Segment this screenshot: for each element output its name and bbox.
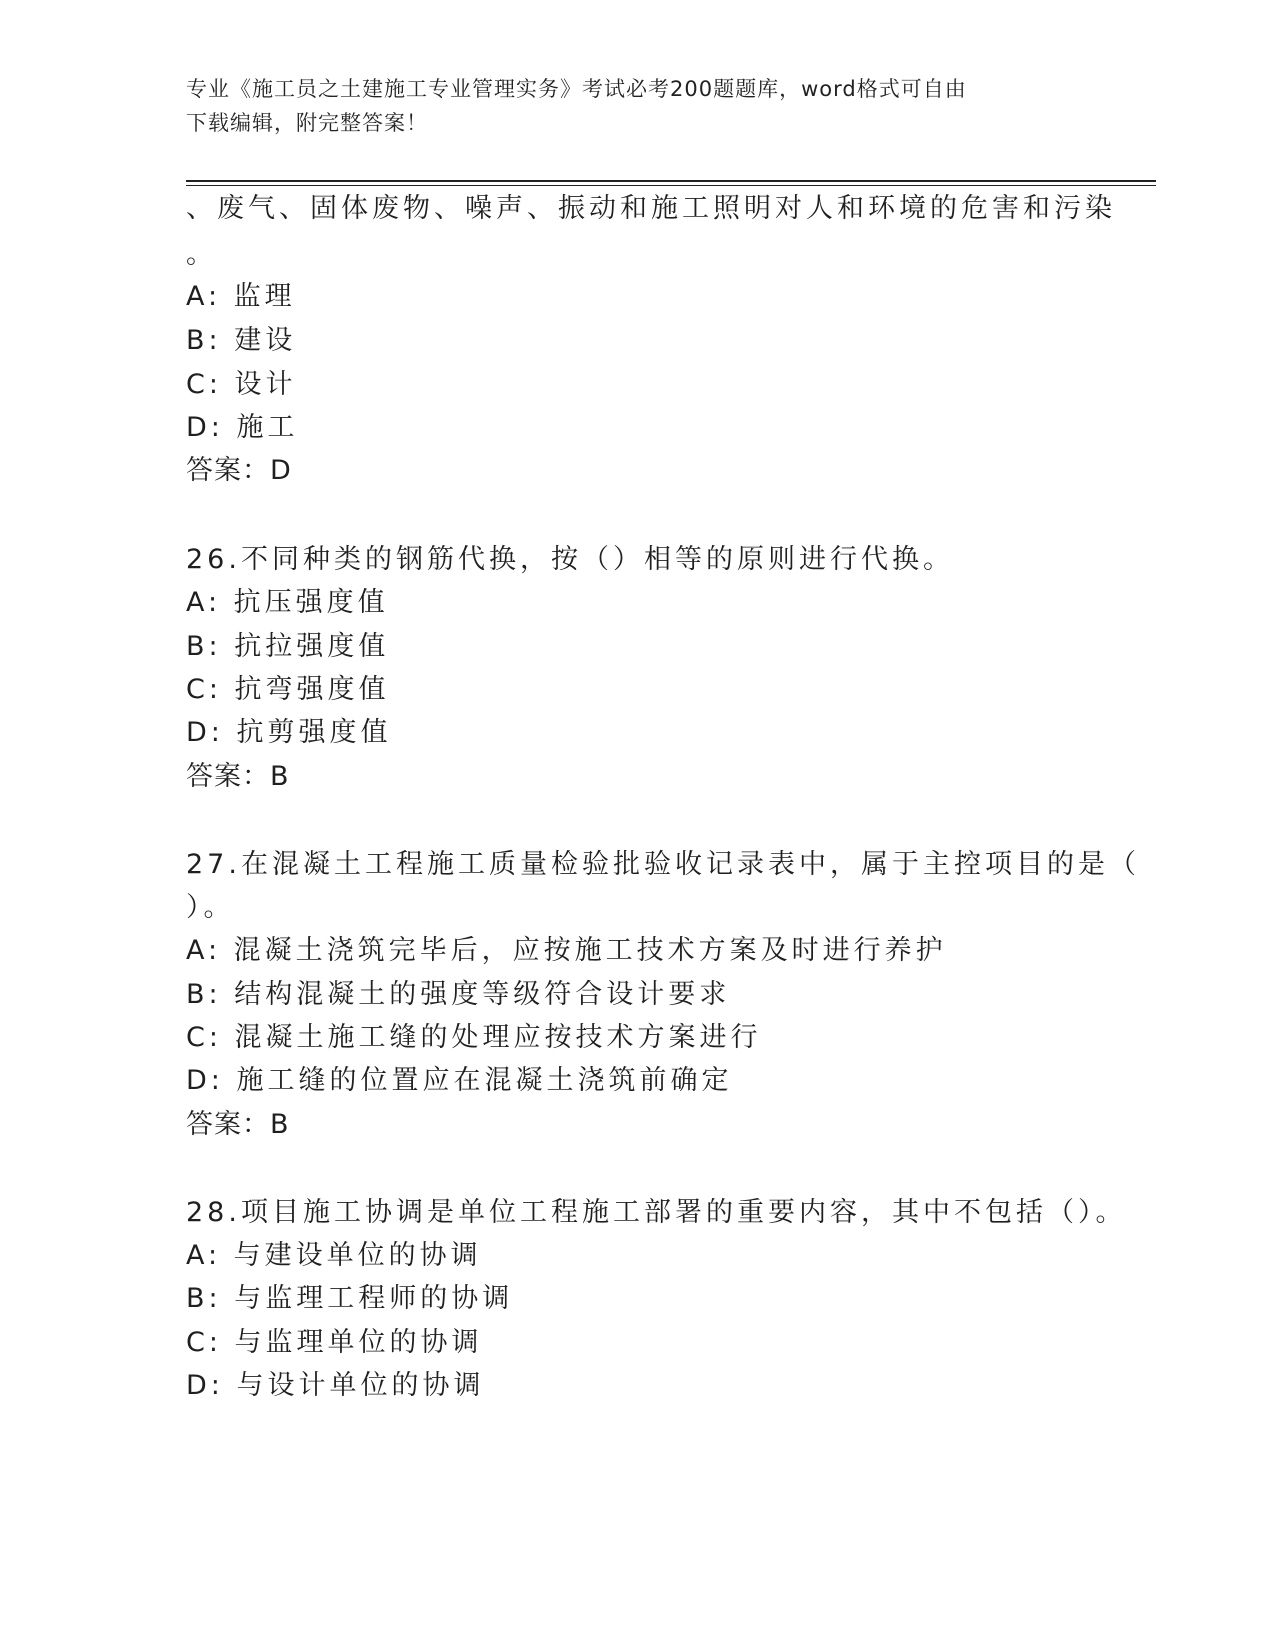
q28-option-b: B: 与监理工程师的协调 (186, 1283, 514, 1314)
q25-answer: 答案：D (186, 455, 292, 486)
q27-option-b: B: 结构混凝土的强度等级符合设计要求 (186, 979, 731, 1010)
q25-option-b: B: 建设 (186, 325, 297, 356)
q26-answer: 答案：B (186, 761, 290, 792)
document-header (186, 72, 1066, 140)
q28-option-c: C: 与监理单位的协调 (186, 1327, 483, 1358)
q25-option-c: C: 设计 (186, 369, 297, 400)
q27-option-c: C: 混凝土施工缝的处理应按技术方案进行 (186, 1022, 762, 1053)
q27-stem-line-1: 27.在混凝土工程施工质量检验批验收记录表中，属于主控项目的是（ (186, 849, 1140, 880)
q26-option-d: D: 抗剪强度值 (186, 717, 392, 748)
q27-option-d: D: 施工缝的位置应在混凝土浇筑前确定 (186, 1065, 733, 1096)
header-divider-thick (186, 180, 1156, 182)
q27-option-a: A: 混凝土浇筑完毕后，应按施工技术方案及时进行养护 (186, 935, 947, 966)
q28-stem: 28.项目施工协调是单位工程施工部署的重要内容，其中不包括（）。 (186, 1197, 1127, 1228)
q25-option-a: A: 监理 (186, 281, 296, 312)
q28-option-d: D: 与设计单位的协调 (186, 1370, 485, 1401)
q25-continuation-line-2: 。 (186, 239, 217, 270)
header-line-2: 下载编辑，附完整答案！ (186, 111, 428, 135)
header-line-1: 专业《施工员之土建施工专业管理实务》考试必考200题题库，word格式可自由 (186, 77, 967, 101)
q27-answer: 答案：B (186, 1109, 290, 1140)
q28-option-a: A: 与建设单位的协调 (186, 1240, 482, 1271)
q26-option-c: C: 抗弯强度值 (186, 674, 390, 705)
q25-option-d: D: 施工 (186, 412, 299, 443)
q26-option-a: A: 抗压强度值 (186, 587, 389, 618)
q25-continuation-line-1: 、废气、固体废物、噪声、振动和施工照明对人和环境的危害和污染 (186, 193, 1116, 224)
q26-stem: 26.不同种类的钢筋代换，按（）相等的原则进行代换。 (186, 544, 954, 575)
q26-option-b: B: 抗拉强度值 (186, 631, 390, 662)
q27-stem-line-2: ）。 (186, 892, 235, 923)
